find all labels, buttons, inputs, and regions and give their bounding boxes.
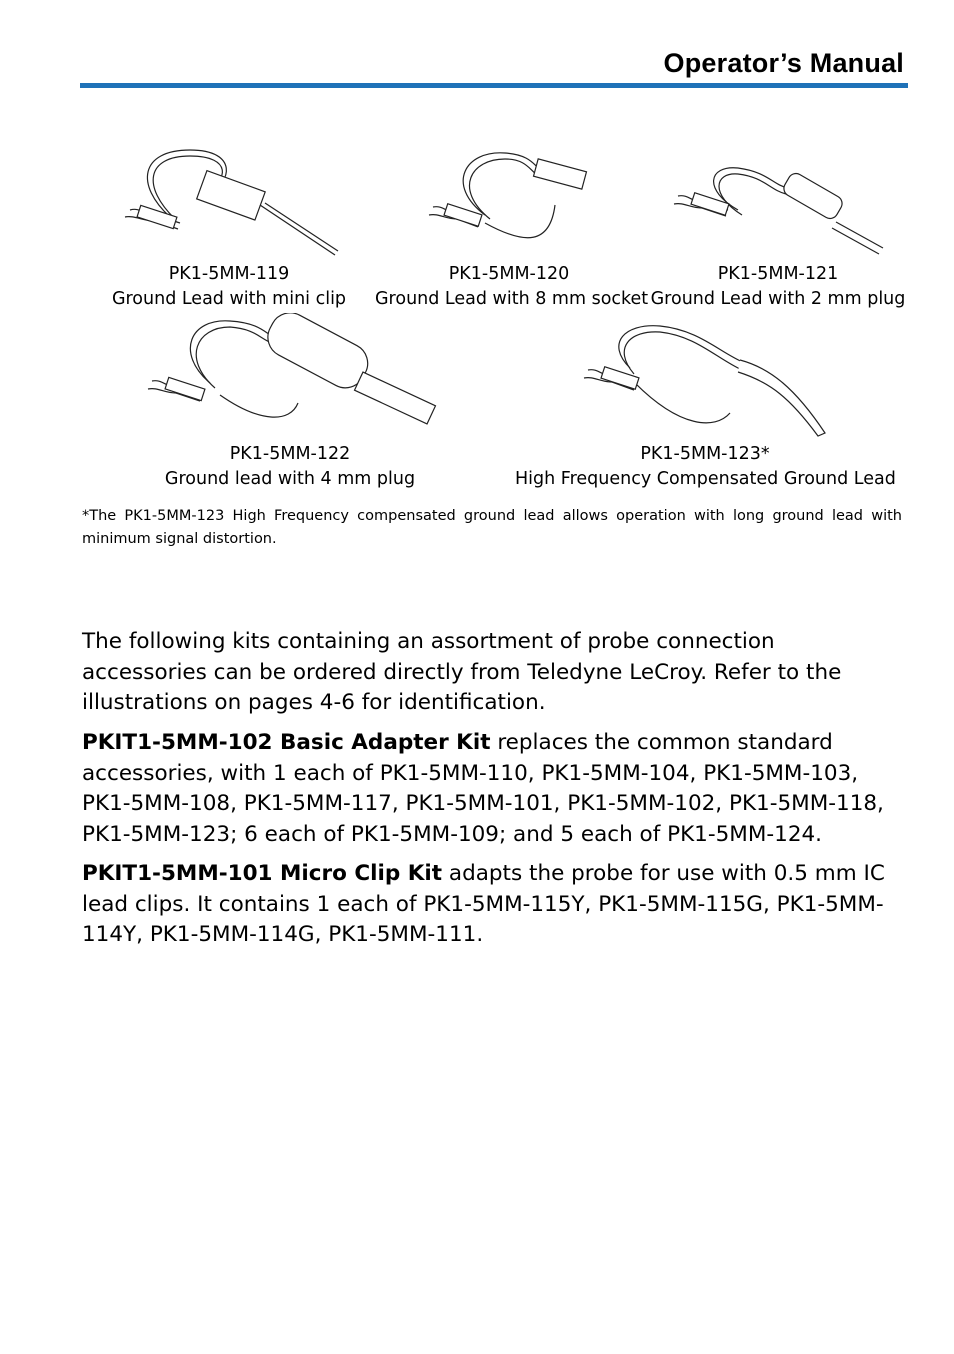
hf-compensated-lead-illustration [580,318,835,443]
4mm-plug-lead-illustration [140,313,440,443]
mini-clip-lead-illustration [110,145,350,260]
kit-name: PKIT1-5MM-101 Micro Clip Kit [82,861,443,886]
caption-description: Ground Lead with mini clip [111,289,347,309]
caption-part-number: PK1-5MM-120 [448,264,570,284]
caption-part-number: PK1-5MM-119 [168,264,290,284]
caption-part-number: PK1-5MM-123* [640,444,770,464]
kit-name: PKIT1-5MM-102 Basic Adapter Kit [82,730,491,755]
caption-pk1-5mm-120 [375,262,649,312]
caption-pk1-5mm-122 [160,442,420,492]
caption-part-number: PK1-5MM-121 [717,264,839,284]
caption-pk1-5mm-119 [98,262,360,312]
caption-part-number: PK1-5MM-122 [229,444,351,464]
kit-description: replaces the common standard accessories, with 1 each of PK1-5MM-110, PK1-5MM-104, PK1-5MM-103, PK1-5MM-108, PK1-5MM-117, PK1-5MM-101, PK1-5MM-102, PK1-5MM-118, PK1-5MM-123; 6 each of PK1-5MM-109; and 5 each of PK1-5MM-124. [82,730,884,847]
caption-pk1-5mm-121 [650,262,906,312]
caption-description: Ground Lead with 2 mm plug [650,289,906,309]
page-header-title: Operator’s Manual [663,48,904,78]
2mm-plug-lead-illustration [668,160,893,260]
caption-description: High Frequency Compensated Ground Lead [515,469,896,489]
kit-paragraph-micro-clip [82,859,904,951]
kit-paragraph-basic-adapter [82,728,904,850]
caption-description: Ground lead with 4 mm plug [164,469,416,489]
intro-paragraph: The following kits containing an assortment of probe connection accessories can be ordered directly from Teledyne LeCroy. Refer to the illustrations on pages 4-6 for identification. [82,629,842,715]
footnote: *The PK1-5MM-123 High Frequency compensated ground lead allows operation with long ground lead with minimum signal distortion. [82,508,902,547]
caption-pk1-5mm-123 [515,442,895,492]
socket-lead-illustration [425,145,595,260]
header-rule [80,83,908,88]
caption-description: Ground Lead with 8 mm socket [375,289,649,309]
kit-description: adapts the probe for use with 0.5 mm IC lead clips. It contains 1 each of PK1-5MM-115Y, PK1-5MM-115G, PK1-5MM-114Y, PK1-5MM-114G, PK1-5MM-111. [82,861,885,947]
